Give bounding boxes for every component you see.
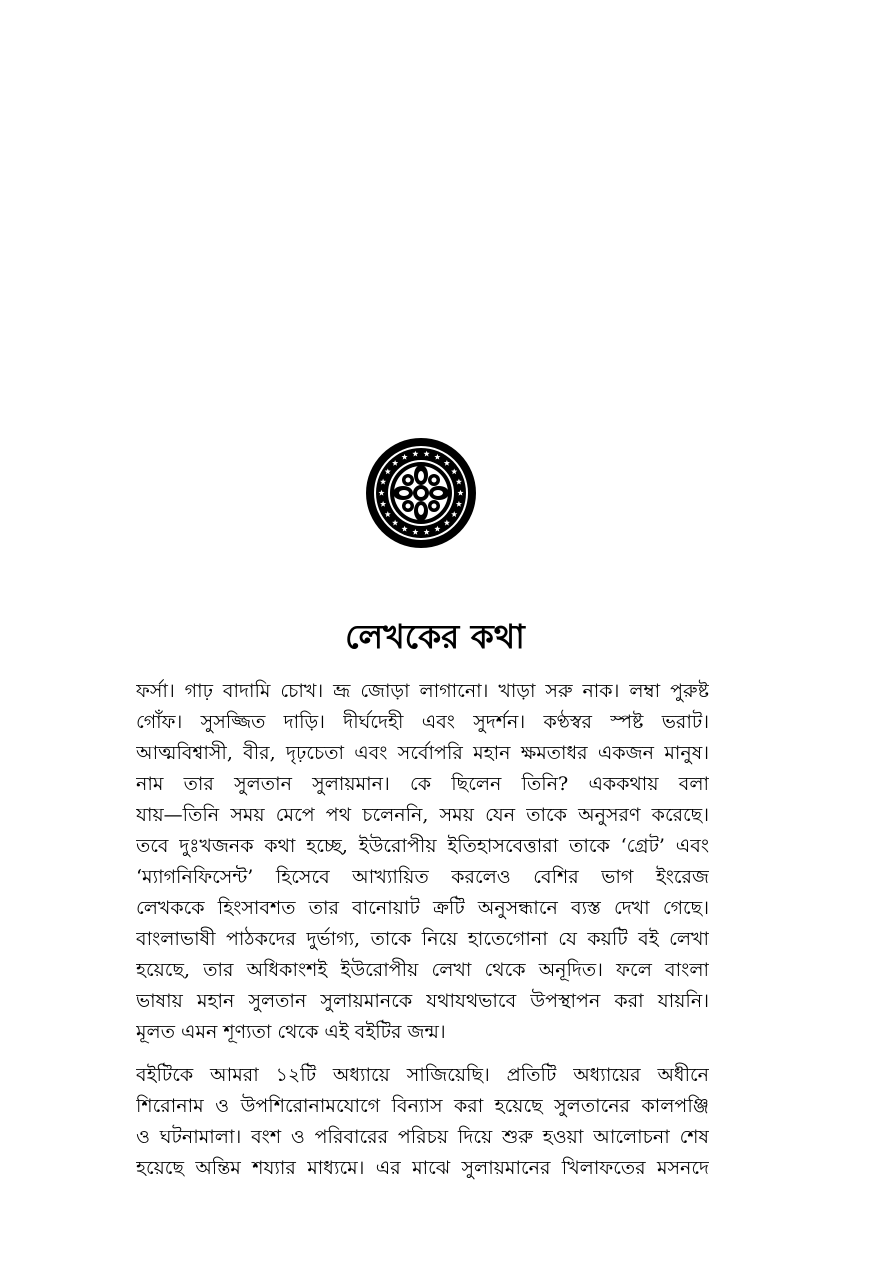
text-line: গোঁফ। সুসজ্জিত দাড়ি। দীর্ঘদেহী এবং সুদর্শন। কণ্ঠস্বর স্পষ্ট ভরাট। xyxy=(136,711,709,733)
text-line: ভাষায় মহান সুলতান সুলায়মানকে যথাযথভাবে উপস্থাপন করা যায়নি। xyxy=(136,990,709,1012)
text-line: ফর্সা। গাঢ় বাদামি চোখ। ভ্রূ জোড়া লাগানো। খাড়া সরু নাক। লম্বা পুরুষ্ট xyxy=(136,680,709,702)
text-line: তবে দুঃখজনক কথা হচ্ছে, ইউরোপীয় ইতিহাসবেত্তারা তাকে ‘গ্রেট’ এবং xyxy=(136,835,709,857)
text-line: বইটিকে আমরা ১২টি অধ্যায়ে সাজিয়েছি। প্রতিটি অধ্যায়ের অধীনে xyxy=(136,1064,709,1086)
paragraph xyxy=(136,1060,709,1184)
text-line: হয়েছে অন্তিম শয্যার মাধ্যমে। এর মাঝে সুলায়মানের খিলাফতের মসনদে xyxy=(136,1157,709,1179)
text-line: ও ঘটনামালা। বংশ ও পরিবারের পরিচয় দিয়ে শুরু হওয়া আলোচনা শেষ xyxy=(136,1126,709,1148)
text-line: আত্মবিশ্বাসী, বীর, দৃঢ়চেতা এবং সর্বোপরি মহান ক্ষমতাধর একজন মানুষ। xyxy=(136,742,709,764)
text-line: বাংলাভাষী পাঠকদের দুর্ভাগ্য, তাকে নিয়ে হাতেগোনা যে কয়টি বই লেখা xyxy=(136,928,709,950)
text-line: নাম তার সুলতান সুলায়মান। কে ছিলেন তিনি? এককথায় বলা xyxy=(136,773,709,795)
star-rosette-ornament-icon xyxy=(365,437,477,549)
text-line: হয়েছে, তার অধিকাংশই ইউরোপীয় লেখা থেকে অনূদিত। ফলে বাংলা xyxy=(136,959,709,981)
body-text xyxy=(136,676,709,1196)
text-line: ‘ম্যাগনিফিসেন্ট’ হিসেবে আখ্যায়িত করলেও বেশির ভাগ ইংরেজ xyxy=(136,866,709,888)
text-line: মূলত এমন শূণ্যতা থেকে এই বইটির জন্ম। xyxy=(136,1021,446,1043)
text-line: শিরোনাম ও উপশিরোনামযোগে বিন্যাস করা হয়েছে সুলতানের কালপঞ্জি xyxy=(136,1095,709,1117)
page-title: লেখকের কথা xyxy=(345,617,525,656)
text-line: যায়—তিনি সময় মেপে পথ চলেননি, সময় যেন তাকে অনুসরণ করেছে। xyxy=(136,804,709,826)
paragraph xyxy=(136,676,709,1048)
text-line: লেখককে হিংসাবশত তার বানোয়াট ক্রটি অনুসন্ধানে ব্যস্ত দেখা গেছে। xyxy=(136,897,709,919)
